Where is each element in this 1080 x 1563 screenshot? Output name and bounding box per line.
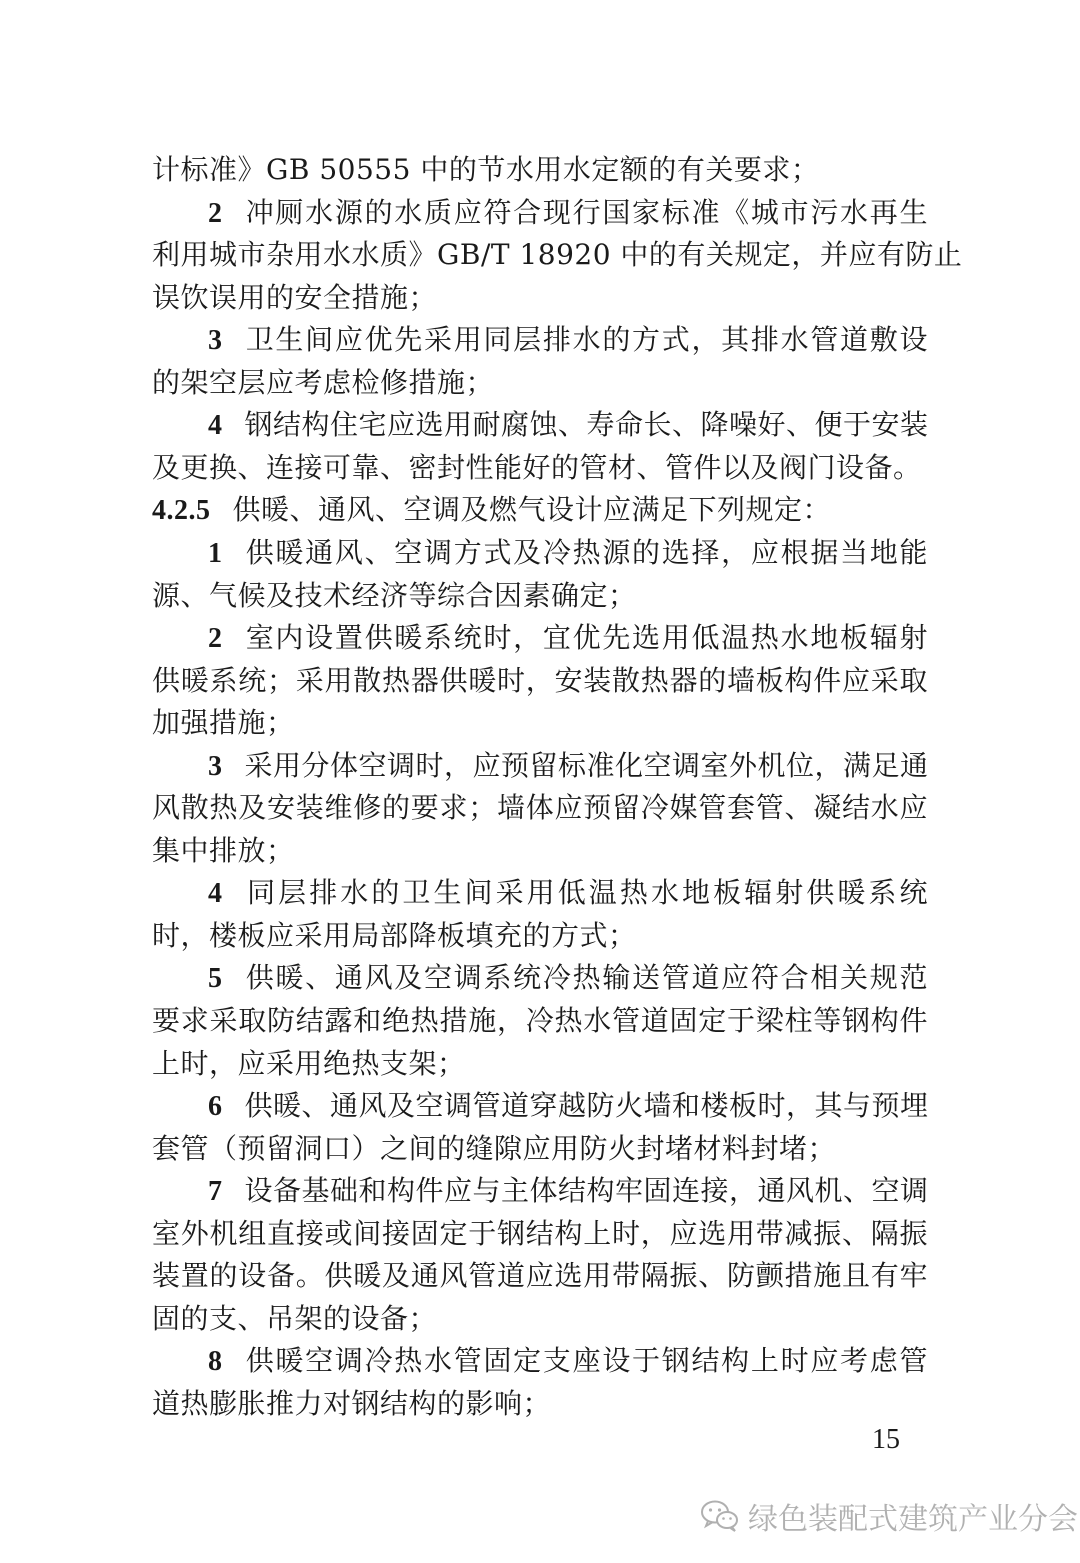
text-line — [208, 320, 928, 360]
text-line — [152, 661, 928, 701]
text-line — [208, 618, 928, 658]
line-text: 采用分体空调时，应预留标准化空调室外机位，满足通 — [244, 748, 929, 782]
line-text: 源、气候及技术经济等综合因素确定； — [152, 578, 637, 612]
text-line — [208, 958, 928, 998]
text-line — [152, 1299, 928, 1339]
line-text: 利用城市杂用水水质》GB/T 18920 中的有关规定，并应有防止 — [152, 238, 963, 272]
text-line — [152, 1214, 928, 1254]
item-number: 6 — [208, 1091, 223, 1123]
item-number: 7 — [208, 1176, 223, 1208]
line-text: 上时，应采用绝热支架； — [152, 1046, 466, 1080]
section-number: 4.2.5 — [152, 495, 211, 527]
item-number: 2 — [208, 197, 223, 229]
text-line — [152, 831, 928, 871]
line-text: 供暖、通风及空调系统冷热输送管道应符合相关规范 — [244, 961, 928, 995]
line-text: 室内设置供暖系统时，宜优先选用低温热水地板辐射 — [244, 621, 928, 655]
text-line — [152, 278, 928, 318]
line-text: 装置的设备。供暖及通风管道应选用带隔振、防颤措施且有牢 — [152, 1259, 928, 1293]
line-text: 计标准》GB 50555 中的节水用水定额的有关要求； — [152, 153, 820, 186]
text-line — [208, 533, 928, 573]
text-line — [152, 1384, 928, 1424]
line-text: 供暖系统；采用散热器供暖时，安装散热器的墙板构件应采取 — [152, 663, 928, 697]
line-text: 要求采取防结露和绝热措施，冷热水管道固定于梁柱等钢构件 — [152, 1004, 928, 1037]
item-number: 1 — [208, 537, 223, 569]
item-number: 5 — [208, 963, 223, 995]
line-text: 卫生间应优先采用同层排水的方式，其排水管道敷设 — [244, 323, 928, 357]
line-text: 及更换、连接可靠、密封性能好的管材、管件以及阀门设备。 — [152, 450, 922, 484]
line-text: 集中排放； — [152, 833, 295, 867]
text-line — [152, 363, 928, 403]
line-text: 供暖、通风、空调及燃气设计应满足下列规定： — [232, 493, 832, 527]
watermark — [700, 1494, 1078, 1538]
line-text: 冲厕水源的水质应符合现行国家标准《城市污水再生 — [244, 195, 928, 229]
text-line — [152, 576, 928, 616]
text-line — [208, 1341, 928, 1381]
line-text: 室外机组直接或间接固定于钢结构上时，应选用带减振、隔振 — [152, 1216, 928, 1250]
line-text: 的架空层应考虑检修措施； — [152, 365, 495, 399]
line-text: 同层排水的卫生间采用低温热水地板辐射供暖系统 — [244, 876, 928, 910]
line-text: 供暖、通风及空调管道穿越防火墙和楼板时，其与预埋 — [244, 1089, 929, 1123]
text-line — [208, 746, 928, 786]
text-line — [152, 448, 928, 488]
text-line — [208, 193, 928, 233]
line-text: 供暖空调冷热水管固定支座设于钢结构上时应考虑管 — [244, 1344, 928, 1378]
line-text: 钢结构住宅应选用耐腐蚀、寿命长、降噪好、便于安装 — [244, 408, 929, 442]
text-line — [208, 1171, 928, 1211]
line-text: 供暖通风、空调方式及冷热源的选择，应根据当地能 — [244, 535, 928, 569]
wechat-icon — [700, 1499, 740, 1533]
line-text: 固的支、吊架的设备； — [152, 1301, 438, 1335]
text-line — [152, 916, 928, 956]
text-line — [152, 150, 928, 190]
line-text: 套管（预留洞口）之间的缝隙应用防火封堵材料封堵； — [152, 1131, 837, 1165]
item-number: 3 — [208, 325, 223, 357]
page-number: 15 — [872, 1424, 900, 1455]
item-number: 4 — [208, 410, 223, 442]
text-line — [152, 1001, 928, 1041]
text-line — [152, 1044, 928, 1084]
line-text: 误饮误用的安全措施； — [152, 280, 438, 314]
line-text: 风散热及安装维修的要求；墙体应预留冷媒管套管、凝结水应 — [152, 791, 928, 825]
item-number: 8 — [208, 1346, 223, 1378]
text-line — [152, 1256, 928, 1296]
item-number: 4 — [208, 878, 223, 910]
line-text: 道热膨胀推力对钢结构的影响； — [152, 1386, 552, 1420]
line-text: 加强措施； — [152, 706, 295, 740]
text-line — [152, 1129, 928, 1169]
text-line — [208, 405, 928, 445]
text-line — [152, 703, 928, 743]
text-line — [208, 1086, 928, 1126]
item-number: 2 — [208, 623, 223, 655]
line-text: 时，楼板应采用局部降板填充的方式； — [152, 918, 637, 952]
text-line — [208, 873, 928, 913]
text-line — [152, 235, 963, 275]
text-line — [152, 788, 928, 828]
line-text: 设备基础和构件应与主体结构牢固连接，通风机、空调 — [244, 1174, 929, 1208]
text-line — [152, 490, 928, 530]
watermark-text: 绿色装配式建筑产业分会 — [748, 1502, 1078, 1537]
item-number: 3 — [208, 750, 223, 782]
